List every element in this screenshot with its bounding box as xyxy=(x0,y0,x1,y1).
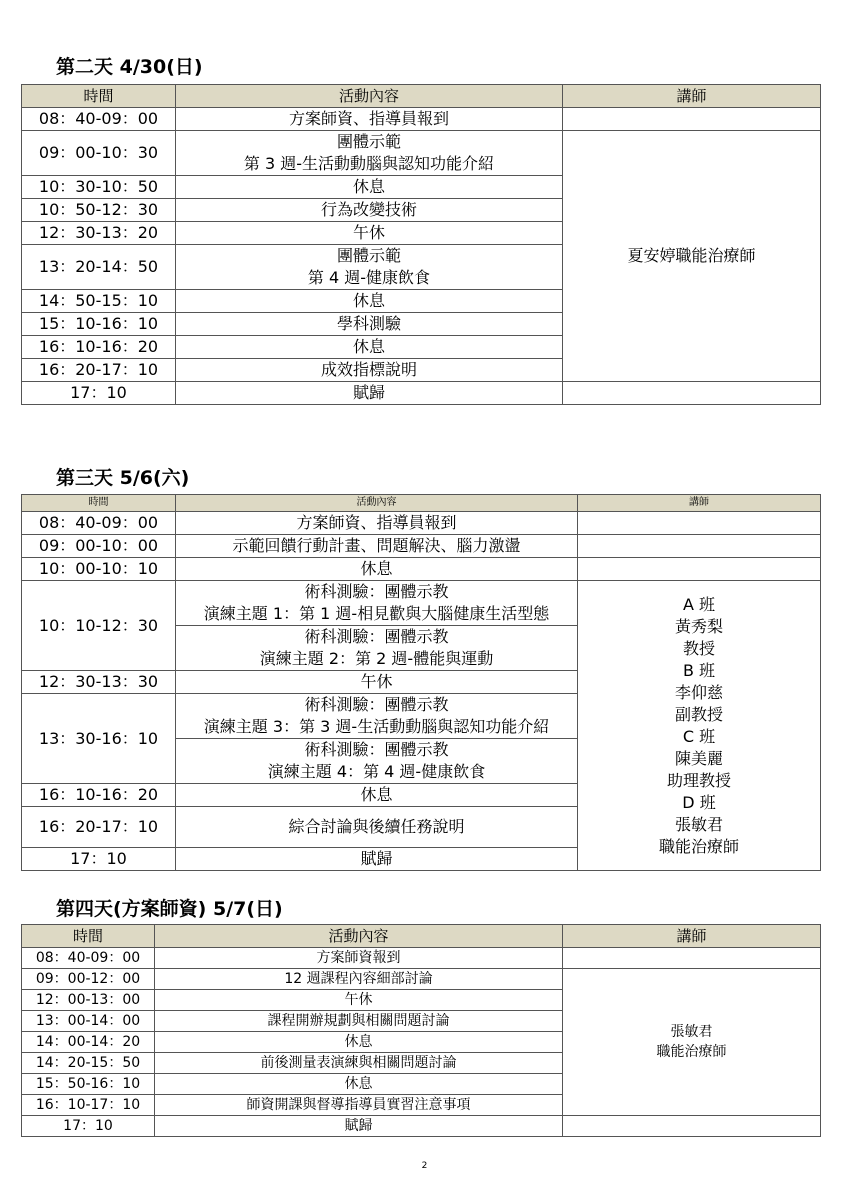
time-cell: 16：20-17：10 xyxy=(22,359,176,382)
instructor-cell-empty xyxy=(563,108,821,131)
activity-cell: 師資開課與督導指導員實習注意事項 xyxy=(155,1095,563,1116)
table-row xyxy=(22,382,821,405)
time-cell: 15：50-16：10 xyxy=(22,1074,155,1095)
header-content: 活動內容 xyxy=(176,85,563,108)
activity-line: 演練主題 1：第 1 週-相見歡與大腦健康生活型態 xyxy=(203,604,550,623)
activity-cell xyxy=(176,199,563,222)
activity-line: 術科測驗：團體示教 xyxy=(304,695,449,714)
time-cell: 14：50-15：10 xyxy=(22,290,176,313)
time-cell: 10：50-12：30 xyxy=(22,199,176,222)
activity-cell xyxy=(176,313,563,336)
time-cell: 15：10-16：10 xyxy=(22,313,176,336)
activity-cell xyxy=(176,131,563,176)
instructor-line: C 班 xyxy=(682,726,716,746)
activity-line: 術科測驗：團體示教 xyxy=(304,582,449,601)
activity-cell xyxy=(176,222,563,245)
time-cell: 14：20-15：50 xyxy=(22,1053,155,1074)
instructor-line: 張敏君 xyxy=(670,1024,713,1040)
instructor-cell-empty xyxy=(578,558,821,581)
header-instructor: 講師 xyxy=(563,925,821,948)
table-row xyxy=(22,131,821,176)
activity-cell: 休息 xyxy=(155,1032,563,1053)
time-cell: 17：10 xyxy=(22,382,176,405)
instructor-line: B 班 xyxy=(682,660,716,680)
time-cell: 16：10-16：20 xyxy=(22,336,176,359)
time-cell: 16：20-17：10 xyxy=(22,807,176,848)
day2-schedule-table xyxy=(21,84,821,405)
header-content: 活動內容 xyxy=(176,495,578,512)
time-cell: 08：40-09：00 xyxy=(22,512,176,535)
activity-line: 成效指標說明 xyxy=(320,360,417,379)
table-header-row xyxy=(22,925,821,948)
activity-cell xyxy=(176,694,578,784)
activity-cell: 休息 xyxy=(155,1074,563,1095)
time-cell: 09：00-12：00 xyxy=(22,969,155,990)
activity-cell: 前後測量表演練與相關問題討論 xyxy=(155,1053,563,1074)
activity-line: 行為改變技術 xyxy=(320,200,417,219)
activity-cell xyxy=(176,176,563,199)
day2-title: 第二天 4/30(日) xyxy=(56,56,203,78)
header-time: 時間 xyxy=(22,925,155,948)
instructor-cell-empty xyxy=(578,512,821,535)
time-cell: 12：30-13：30 xyxy=(22,671,176,694)
instructor-cell: 夏安婷職能治療師 xyxy=(563,131,821,382)
activity-cell: 12 週課程內容細部討論 xyxy=(155,969,563,990)
activity-line: 休息 xyxy=(352,177,385,196)
time-cell: 09：00-10：00 xyxy=(22,535,176,558)
time-cell: 13：30-16：10 xyxy=(22,694,176,784)
instructor-cell-empty xyxy=(563,1116,821,1137)
activity-cell: 休息 xyxy=(176,558,578,581)
day3-schedule-table xyxy=(21,494,821,871)
instructor-line: 職能治療師 xyxy=(658,836,739,856)
activity-line: 學科測驗 xyxy=(336,314,401,333)
time-cell: 12：30-13：20 xyxy=(22,222,176,245)
activity-line: 第 4 週-健康飲食 xyxy=(307,268,431,287)
day3-title: 第三天 5/6(六) xyxy=(56,467,190,489)
session-block xyxy=(176,694,577,738)
time-cell: 17：10 xyxy=(22,1116,155,1137)
time-cell: 13：20-14：50 xyxy=(22,245,176,290)
instructor-line: 副教授 xyxy=(674,704,723,724)
table-row xyxy=(22,558,821,581)
activity-cell: 方案師資、指導員報到 xyxy=(176,512,578,535)
time-cell: 10：00-10：10 xyxy=(22,558,176,581)
activity-line: 賦歸 xyxy=(352,383,385,402)
activity-line: 術科測驗：團體示教 xyxy=(304,627,449,646)
activity-cell: 賦歸 xyxy=(155,1116,563,1137)
time-cell: 13：00-14：00 xyxy=(22,1011,155,1032)
time-cell: 08：40-09：00 xyxy=(22,948,155,969)
activity-line: 團體示範 xyxy=(336,246,401,265)
instructor-cell-empty xyxy=(563,382,821,405)
activity-line: 方案師資、指導員報到 xyxy=(288,109,449,128)
instructor-line: 黃秀梨 xyxy=(674,616,723,636)
table-row xyxy=(22,535,821,558)
session-block xyxy=(176,738,577,783)
day4-schedule-table xyxy=(21,924,821,1137)
header-content: 活動內容 xyxy=(155,925,563,948)
activity-cell: 午休 xyxy=(176,671,578,694)
activity-cell: 綜合討論與後續任務說明 xyxy=(176,807,578,848)
session-block xyxy=(176,581,577,625)
instructor-line: 張敏君 xyxy=(674,814,723,834)
instructor-cell xyxy=(578,581,821,871)
instructor-line: 助理教授 xyxy=(666,770,731,790)
activity-cell: 午休 xyxy=(155,990,563,1011)
table-row xyxy=(22,581,821,671)
time-cell: 08：40-09：00 xyxy=(22,108,176,131)
header-instructor: 講師 xyxy=(578,495,821,512)
instructor-line: 陳美麗 xyxy=(674,748,723,768)
time-cell: 09：00-10：30 xyxy=(22,131,176,176)
session-block xyxy=(176,625,577,670)
table-row xyxy=(22,108,821,131)
activity-cell: 課程開辦規劃與相關問題討論 xyxy=(155,1011,563,1032)
activity-cell xyxy=(176,245,563,290)
day4-title: 第四天(方案師資) 5/7(日) xyxy=(56,898,283,920)
activity-cell: 示範回饋行動計畫、問題解決、腦力激盪 xyxy=(176,535,578,558)
activity-cell: 方案師資報到 xyxy=(155,948,563,969)
time-cell: 16：10-16：20 xyxy=(22,784,176,807)
instructor-line: 李仰慈 xyxy=(674,682,723,702)
activity-cell: 休息 xyxy=(176,784,578,807)
activity-cell xyxy=(176,382,563,405)
activity-cell: 賦歸 xyxy=(176,848,578,871)
instructor-line: D 班 xyxy=(682,792,716,812)
activity-line: 術科測驗：團體示教 xyxy=(304,740,449,759)
time-cell: 12：00-13：00 xyxy=(22,990,155,1011)
header-time: 時間 xyxy=(22,495,176,512)
table-header-row xyxy=(22,85,821,108)
instructor-line: 職能治療師 xyxy=(656,1044,727,1060)
activity-cell xyxy=(176,359,563,382)
activity-cell xyxy=(176,290,563,313)
table-header-row xyxy=(22,495,821,512)
table-row xyxy=(22,948,821,969)
time-cell: 17：10 xyxy=(22,848,176,871)
time-cell: 16：10-17：10 xyxy=(22,1095,155,1116)
time-cell: 10：30-10：50 xyxy=(22,176,176,199)
activity-line: 午休 xyxy=(352,223,385,242)
instructor-line: A 班 xyxy=(682,594,716,614)
activity-line: 演練主題 4：第 4 週-健康飲食 xyxy=(267,762,486,781)
time-cell: 10：10-12：30 xyxy=(22,581,176,671)
instructor-cell-empty xyxy=(563,948,821,969)
time-cell: 14：00-14：20 xyxy=(22,1032,155,1053)
instructor-line: 教授 xyxy=(682,638,715,658)
activity-line: 演練主題 2：第 2 週-體能與運動 xyxy=(259,649,494,668)
header-instructor: 講師 xyxy=(563,85,821,108)
table-row xyxy=(22,1116,821,1137)
activity-line: 第 3 週-生活動動腦與認知功能介紹 xyxy=(243,154,495,173)
activity-line: 休息 xyxy=(352,291,385,310)
activity-line: 團體示範 xyxy=(336,132,401,151)
header-time: 時間 xyxy=(22,85,176,108)
activity-line: 休息 xyxy=(352,337,385,356)
table-row xyxy=(22,969,821,990)
activity-line: 演練主題 3：第 3 週-生活動動腦與認知功能介紹 xyxy=(203,717,550,736)
table-row xyxy=(22,512,821,535)
activity-cell xyxy=(176,108,563,131)
activity-cell xyxy=(176,581,578,671)
activity-cell xyxy=(176,336,563,359)
instructor-cell xyxy=(563,969,821,1116)
instructor-cell-empty xyxy=(578,535,821,558)
page-number: 2 xyxy=(421,1161,428,1171)
